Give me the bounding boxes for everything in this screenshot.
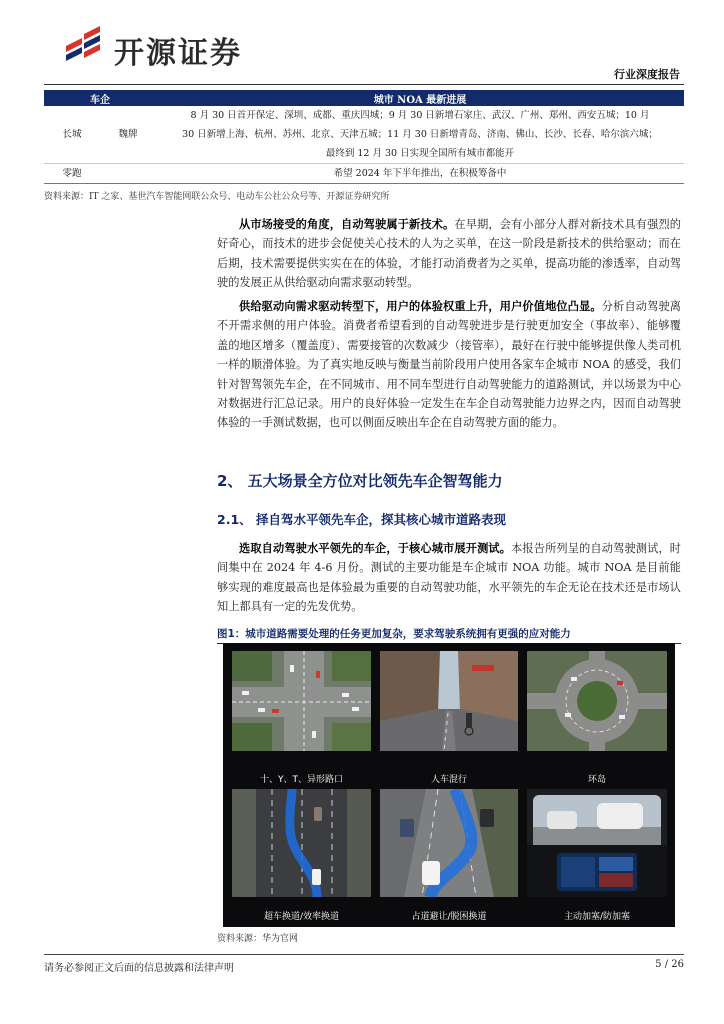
company-name: 开源证券	[114, 36, 242, 71]
kaiyuan-logo-icon	[62, 26, 104, 64]
table-cell-brand: 零跑	[44, 164, 100, 184]
table-source: 资料来源：IT 之家、基世汽车智能网联公众号、电动车公社公众号等、开源证券研究所	[44, 192, 390, 202]
paragraph-user-experience	[217, 297, 681, 433]
table-cell-brand: 长城	[44, 106, 100, 164]
scene-avoidance-image	[380, 789, 518, 897]
paragraph-body: 本报告所列呈的自动驾驶测试，时间集中在 2024 年 4-6 月份。测试的主要功能是车企城市 NOA 功能。城市 NOA 是目前能够实现的难度最高也是体验最为重要的自动驾驶功能，水平领先的车企无论在技术还是市场认知上都具有一定的先发优势。	[217, 542, 681, 614]
table-cell-progress	[156, 106, 684, 164]
scene-mixed-traffic-image	[380, 651, 518, 751]
section-heading: 2、 五大场景全方位对比领先车企智驾能力	[217, 472, 503, 490]
paragraph-lead: 选取自动驾驶水平领先的车企，于核心城市展开测试。	[239, 541, 512, 555]
scene-lane-change-image	[232, 789, 371, 897]
paragraph-body: 分析自动驾驶离不开需求侧的用户体验。消费者希望看到的自动驾驶进步是行驶更加安全（事故率）、能够覆盖的地区增多（覆盖度）、需要接管的次数减少（接管率），最好在行驶中能够提供像人类司机一样的顺滑体验。为了真实地反映与衡量当前阶段用户使用各家车企城市 NOA 的感受，我们针对智驾领先车企，在不同城市、用不同车型进行自动驾驶能力的道路测试，并以场景为中心对数据进行汇总记录。用户的良好体验一定发生在车企自动驾驶能力边界之内，因而自动驾驶体验的一手测试数据，也可以侧面反映出车企在自动驾驶方面的能力。	[217, 300, 681, 430]
scene-cut-in-image	[527, 789, 667, 897]
subsection-heading: 2.1、 择自驾水平领先车企，探其核心城市道路表现	[217, 512, 506, 527]
page-number: 5 / 26	[655, 959, 684, 970]
paragraph-lead: 从市场接受的角度，自动驾驶属于新技术。	[239, 217, 455, 231]
table-header-progress: 城市 NOA 最新进展	[156, 90, 684, 106]
figure-scenarios	[223, 643, 675, 927]
table-cell-sub-brand	[100, 164, 156, 184]
paragraph-lead: 供给驱动向需求驱动转型下，用户的体验权重上升，用户价值地位凸显。	[239, 299, 602, 313]
progress-line: 8 月 30 日首开保定、深圳、成都、重庆四城；9 月 30 日新增石家庄、武汉、广州、郑州、西安五城；10 月	[190, 110, 650, 121]
caption-lane-change: 超车换道/效率换道	[263, 912, 340, 922]
caption-roundabout: 环岛	[587, 775, 606, 785]
table-row	[44, 106, 684, 164]
report-type: 行业深度报告	[614, 68, 680, 81]
page-header	[44, 14, 684, 84]
footer-disclaimer: 请务必参阅正文后面的信息披露和法律声明	[44, 963, 234, 974]
progress-line: 最终到 12 月 30 日实现全国所有城市都能开	[325, 148, 515, 159]
table-header-brand: 车企	[44, 90, 156, 106]
table-cell-progress	[156, 164, 684, 184]
caption-cut-in: 主动加塞/防加塞	[563, 912, 631, 922]
table-row	[44, 164, 684, 184]
figure-title: 图1：城市道路需要处理的任务更加复杂，要求驾驶系统拥有更强的应对能力	[217, 628, 571, 640]
paragraph-test-selection	[217, 539, 681, 617]
progress-line: 30 日新增上海、杭州、苏州、北京、天津五城；11 月 30 日新增青岛、济南、佛山、长沙、长春、哈尔滨六城；	[182, 129, 658, 140]
table-cell-sub-brand: 魏牌	[100, 106, 156, 164]
caption-mixed-traffic: 人车混行	[430, 775, 467, 785]
city-noa-table-body	[44, 106, 684, 184]
footer-divider	[44, 954, 684, 955]
paragraph-body: 在早期，会有小部分人群对新技术具有强烈的好奇心，而技术的进步会促使关心技术的人为之买单，在这一阶段是新技术的供给驱动；而在后期，技术需要提供实实在在的体验，才能打动消费者为之买单，提高功能的渗透率，自动驾驶的发展正从供给驱动向需求驱动转型。	[217, 218, 681, 290]
header-divider	[44, 84, 684, 85]
caption-intersection: 十、Y、T、异形路口	[260, 775, 343, 785]
figure-source: 资料来源：华为官网	[217, 934, 299, 944]
caption-avoidance: 占道避让/脱困换道	[411, 912, 487, 922]
paragraph-market-acceptance	[217, 215, 681, 293]
progress-line: 希望 2024 年下半年推出，在积极筹备中	[333, 168, 507, 179]
city-noa-table	[44, 90, 684, 106]
scene-intersection-image	[232, 651, 371, 751]
scene-roundabout-image	[527, 651, 667, 751]
